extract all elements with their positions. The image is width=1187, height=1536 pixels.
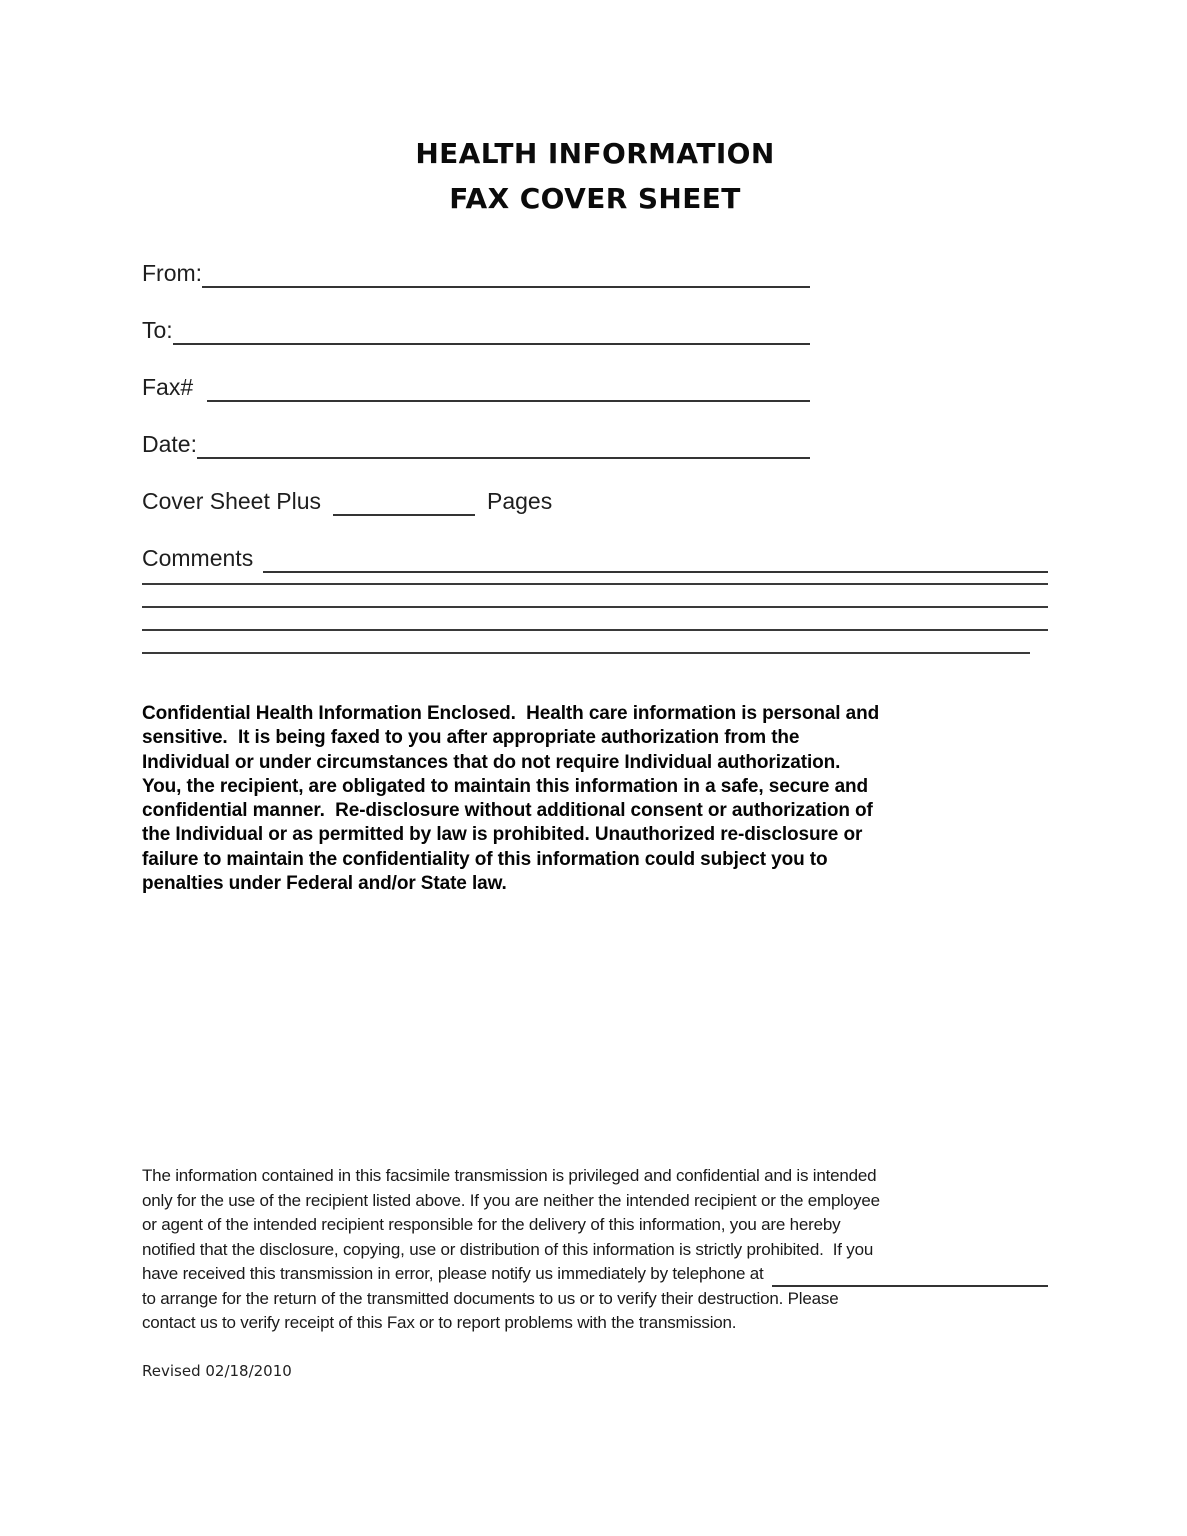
comments-label: Comments — [142, 545, 254, 571]
title-line-1: HEALTH INFORMATION — [415, 137, 775, 170]
date-blank-line[interactable] — [197, 428, 810, 459]
to-blank-line[interactable] — [173, 314, 810, 345]
to-field-row — [142, 314, 810, 345]
title-line-2: FAX COVER SHEET — [449, 182, 741, 215]
from-field-row — [142, 257, 810, 288]
from-blank-line[interactable] — [202, 257, 810, 288]
comments-blank-line-5[interactable] — [142, 631, 1030, 654]
from-label: From: — [142, 260, 203, 286]
fax-form — [142, 257, 1048, 654]
comments-field-row — [142, 542, 1048, 573]
pages-count-blank-line[interactable] — [333, 485, 475, 516]
disclaimer-paragraph — [142, 1164, 1048, 1336]
telephone-blank-line[interactable] — [772, 1262, 1048, 1287]
comments-blank-line[interactable] — [263, 542, 1048, 573]
disclaimer-text-after-phone: to arrange for the return of the transmitted documents to us or to verify their destruction. Please contact us to verify receipt of this Fax or to report problems with the transmission. — [142, 1288, 839, 1333]
confidential-notice: Confidential Health Information Enclosed. Health care information is personal and sensitive. It is being faxed to you after appropriate authorization from the Individual or under circumstances that do not require Individual authorization. You, the recipient, are obligated to maintain this information in a safe, secure and confidential manner. Re-disclosure without additional consent or authorization of the Individual or as permitted by law is prohibited. Unauthorized re-disclosure or failure to maintain the confidentiality of this information could subject you to penalties under Federal and/or State law. — [142, 703, 880, 895]
pages-field-row — [142, 485, 1048, 516]
comments-blank-line-2[interactable] — [142, 573, 1048, 585]
disclaimer-text-before-phone: The information contained in this facsimile transmission is privileged and confidential and is intended only for the use of the recipient listed above. If you are neither the intended recipient or the employee or agent of the intended recipient responsible for the delivery of this information, you are hereby notified that the disclosure, copying, use or distribution of this information is strictly prohibited. If you — [142, 1166, 880, 1259]
cover-sheet-plus-label: Cover Sheet Plus — [142, 488, 321, 514]
to-label: To: — [142, 317, 173, 343]
comments-blank-line-3[interactable] — [142, 585, 1048, 608]
page-title — [142, 0, 1048, 221]
date-field-row — [142, 428, 810, 459]
revision-note: Revised 02/18/2010 — [142, 1361, 292, 1380]
fax-number-blank-line[interactable] — [207, 371, 810, 402]
comments-blank-line-4[interactable] — [142, 608, 1048, 631]
telephone-line-row — [142, 1262, 1048, 1287]
date-label: Date: — [142, 431, 197, 457]
telephone-line-text: have received this transmission in error, please notify us immediately by telephone at — [142, 1264, 764, 1284]
comments-extra-lines — [142, 573, 1048, 654]
fax-number-label: Fax# — [142, 374, 194, 400]
pages-label: Pages — [486, 488, 553, 514]
page-content — [142, 0, 1048, 1380]
fax-number-field-row — [142, 371, 810, 402]
